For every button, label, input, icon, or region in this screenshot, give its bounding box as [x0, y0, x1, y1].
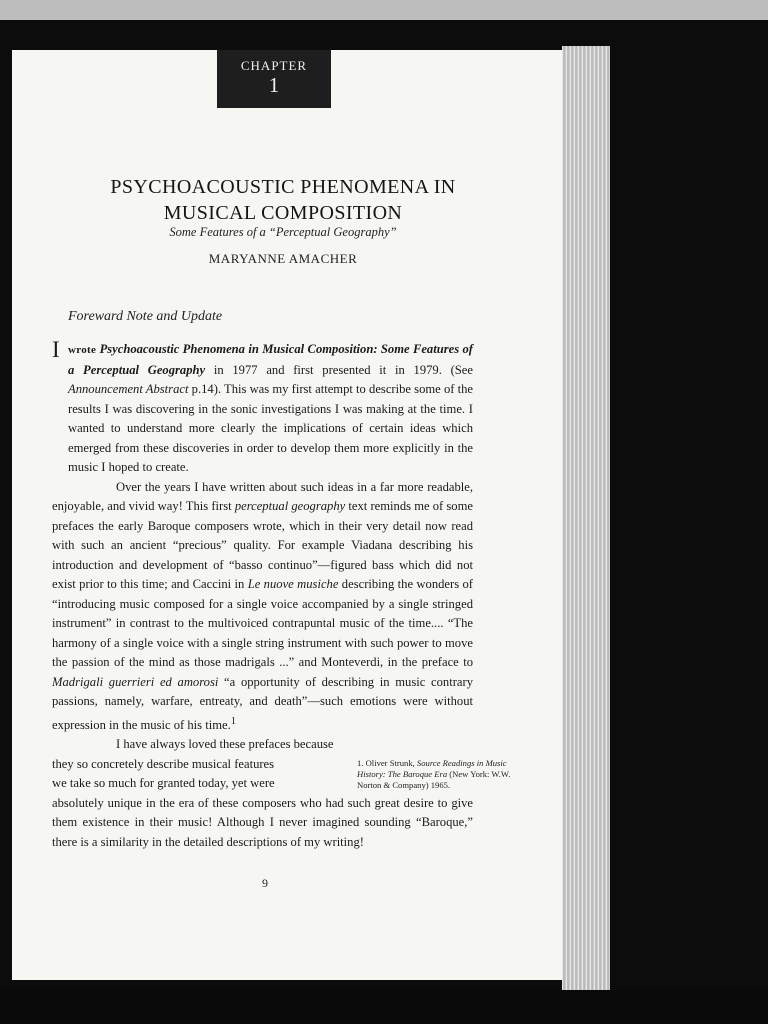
footnote-text-a: 1. Oliver Strunk,: [357, 758, 417, 768]
paragraph-3-wrapped: [52, 735, 344, 794]
title-line-1: PSYCHOACOUSTIC PHENOMENA IN: [110, 176, 456, 198]
paragraph-1: [52, 337, 474, 478]
work-title: Psychoacoustic Phenomena in Musical Composition: Some Features of a Perceptual Geography: [68, 342, 473, 377]
paragraph-2-text-c: describing the wonders of “introducing music composed for a single voice accompanied by a single stringed instrument” in contrast to the multivoiced contrapuntal music of the time.... “The harmony of a single voice with a single string instrument with such power to move the passion of the mind as those madrigals ...” and Monteverdi, in the preface to: [52, 577, 473, 669]
footnote-source-title: Source Readings in Music History: The Baroque Era: [357, 758, 507, 779]
author-name: MARYANNE AMACHER: [208, 251, 358, 266]
paragraph-2-text-a: Over the years I have written about such ideas in a far more readable, enjoyable, and vivid way! This first: [52, 479, 473, 513]
scan-bottom-margin: [0, 990, 768, 1024]
paragraph-1-text-b: p.14). This was my first attempt to describe some of the results I was discovering in the sonic investigations I was making at the time. I wanted to understand more clearly the implications of certain ideas which emerged from these discoveries in order to develop them more explicitly in the music I hoped to create.: [68, 382, 474, 474]
announcement-abstract-title: Announcement Abstract: [68, 382, 189, 396]
page-edges: [562, 46, 610, 996]
paragraph-1-text-a: in 1977 and first presented it in 1979. (See: [205, 362, 473, 377]
le-nuove-musiche-title: Le nuove musiche: [247, 577, 339, 591]
paragraph-3-line-2: they so concretely describe musical features: [52, 756, 275, 771]
chapter-label: CHAPTER: [240, 58, 308, 73]
paragraph-2-text-d: “a opportunity of describing in music contrary passions, namely, warfare, entreaty, and death”—such emotions were without expression in the music of his time.: [52, 674, 473, 732]
footnote-text-b: (New York: W.W. Norton & Company) 1965.: [357, 769, 511, 790]
paragraph-3-line-1: I have always loved these prefaces because: [116, 737, 334, 752]
footnote-reference: 1: [230, 715, 236, 727]
footnote: [357, 758, 517, 791]
chapter-badge: [217, 50, 331, 108]
paragraph-2-text-b: text reminds me of some prefaces the early Baroque composers wrote, which in their very detail now read with such an ancient “precious” quality. For example Viadana describing his introduction and development of “basso continuo”—figured bass which did not exist prior to this time; and Caccini in: [52, 499, 473, 591]
chapter-subtitle: Some Features of a “Perceptual Geography”: [169, 225, 397, 239]
title-line-2: MUSICAL COMPOSITION: [163, 202, 403, 224]
lead-word: wrote: [68, 344, 97, 356]
page-number: 9: [262, 876, 268, 890]
chapter-number: 1: [268, 73, 280, 97]
paragraph-3-line-3: we take so much for granted today, yet were: [52, 776, 275, 791]
madrigali-title: Madrigali guerrieri ed amorosi: [52, 674, 219, 689]
scan-top-margin: [0, 0, 768, 20]
paragraph-2: [52, 478, 473, 736]
drop-cap: I: [52, 337, 60, 362]
paragraph-3-rest: absolutely unique in the era of these composers who had such great desire to give them existence in their music! Although I never imagined sounding “Baroque,” there is a similarity in the detailed descriptions of my writing!: [52, 795, 473, 849]
perceptual-geography-term: perceptual geography: [234, 499, 346, 513]
chapter-title: [40, 174, 526, 226]
section-heading: Foreward Note and Update: [68, 309, 223, 324]
